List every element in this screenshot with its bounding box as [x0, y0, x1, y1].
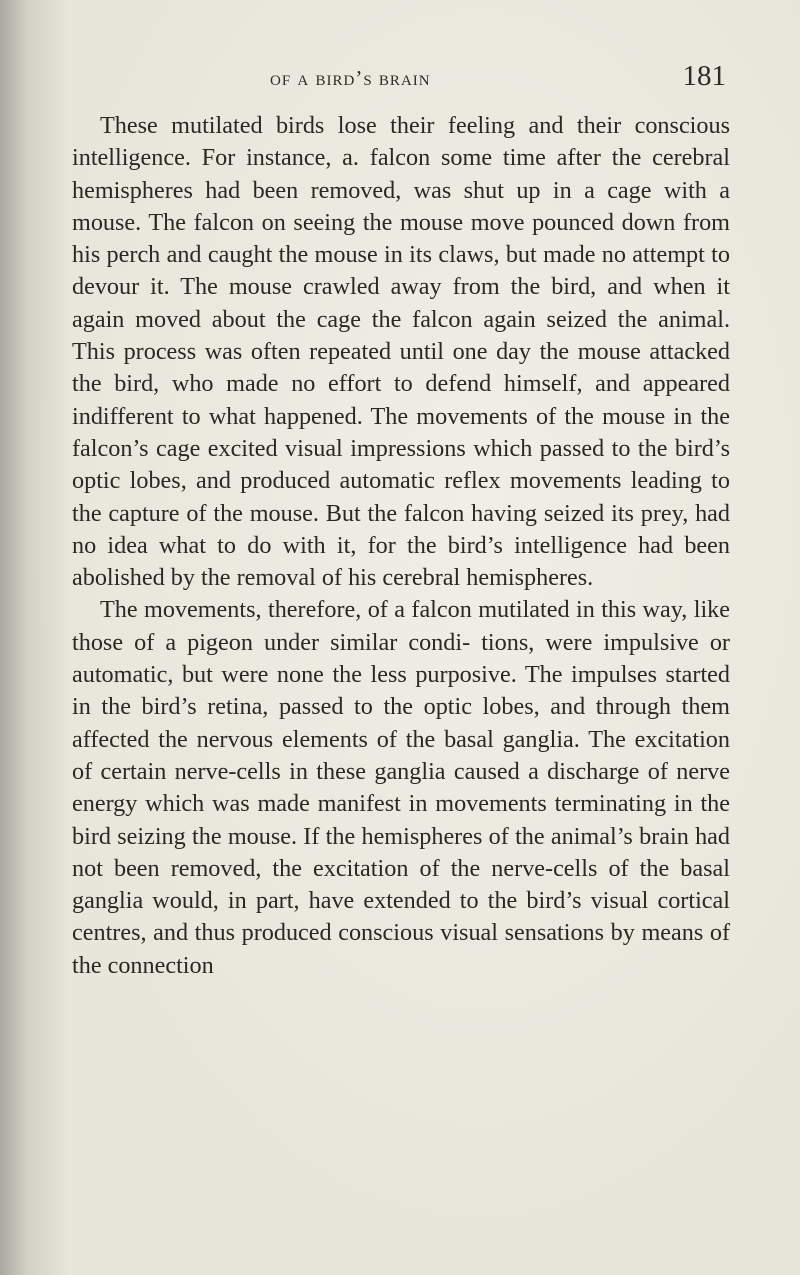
binding-gutter-shadow [0, 0, 70, 1275]
running-head [270, 60, 730, 100]
body-text [72, 110, 730, 982]
running-title: of a bird’s brain [270, 66, 431, 90]
paragraph-2: The movements, therefore, of a falcon mutilated in this way, like those of a pigeon under similar condi- tions, were impulsive or automatic, but were none the less purposive. The impulses started in the bird’s retina, passed to the optic lobes, and through them affected the nervous elements of the basal ganglia. The excitation of certain nerve-cells in these ganglia caused a discharge of nerve energy which was made manifest in movements terminating in the bird seizing the mouse. If the hemispheres of the animal’s brain had not been removed, the excitation of the nerve-cells of the basal ganglia would, in part, have extended to the bird’s visual cortical centres, and thus produced conscious visual sensations by means of the connection [72, 596, 730, 979]
paragraph-1: These mutilated birds lose their feeling and their conscious intelligence. For instance, a. falcon some time after the cerebral hemispheres had been removed, was shut up in a cage with a mouse. The falcon on seeing the mouse move pounced down from his perch and caught the mouse in its claws, but made no attempt to devour it. The mouse crawled away from the bird, and when it again moved about the cage the falcon again seized the animal. This process was often repeated until one day the mouse attacked the bird, who made no effort to defend himself, and appeared indifferent to what happened. The movements of the mouse in the falcon’s cage excited visual impressions which passed to the bird’s optic lobes, and produced automatic reflex movements leading to the capture of the mouse. But the falcon having seized its prey, had no idea what to do with it, for the bird’s intelligence had been abolished by the removal of his cerebral hemispheres. [72, 112, 730, 592]
page-number: 181 [682, 60, 726, 92]
